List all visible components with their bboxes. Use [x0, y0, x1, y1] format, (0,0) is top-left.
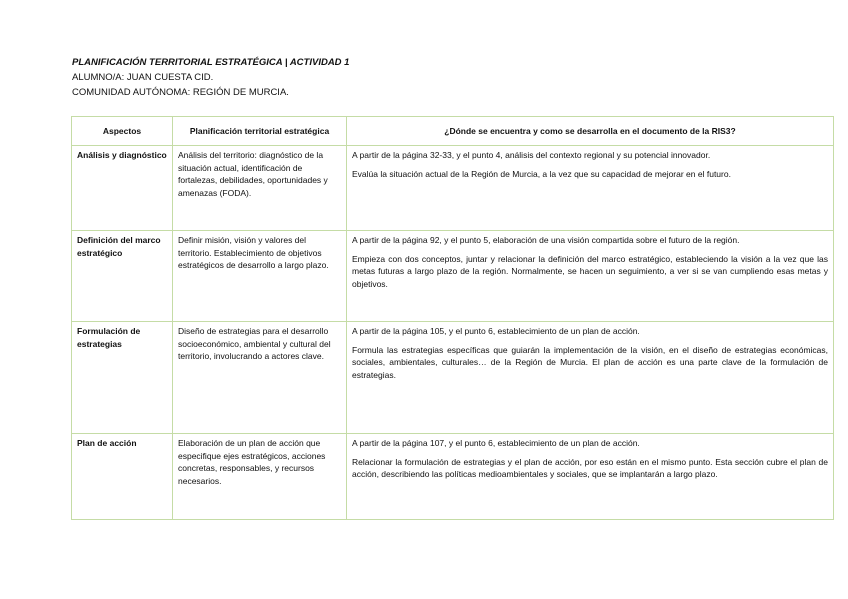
community-line: COMUNIDAD AUTÓNOMA: REGIÓN DE MURCIA. — [72, 87, 289, 98]
document-header — [72, 55, 349, 100]
planning-cell: Definir misión, visión y valores del territorio. Establecimiento de objetivos estratégicos de desarrollo a largo plazo. — [173, 231, 347, 322]
detail-cell — [347, 146, 834, 231]
aspect-cell: Plan de acción — [72, 434, 173, 520]
table-row — [72, 146, 834, 231]
detail-cell — [347, 434, 834, 520]
header-donde: ¿Dónde se encuentra y como se desarrolla en el documento de la RIS3? — [347, 117, 834, 146]
detail-paragraph: A partir de la página 32-33, y el punto 4, análisis del contexto regional y su potencial innovador. — [352, 150, 711, 160]
planning-cell: Elaboración de un plan de acción que especifique ejes estratégicos, acciones concretas, responsables, y recursos necesarios. — [173, 434, 347, 520]
student-line: ALUMNO/A: JUAN CUESTA CID. — [72, 72, 214, 83]
activity-table — [71, 116, 834, 520]
planning-cell: Diseño de estrategias para el desarrollo socioeconómico, ambiental y cultural del territorio, involucrando a actores clave. — [173, 322, 347, 434]
aspect-cell: Definición del marco estratégico — [72, 231, 173, 322]
header-planificacion: Planificación territorial estratégica — [173, 117, 347, 146]
aspect-cell: Formulación de estrategias — [72, 322, 173, 434]
table-row — [72, 231, 834, 322]
header-aspectos: Aspectos — [72, 117, 173, 146]
aspect-cell: Análisis y diagnóstico — [72, 146, 173, 231]
detail-paragraph: Empieza con dos conceptos, juntar y relacionar la definición del marco estratégico, estableciendo la visión a la vez que las metas futuras a largo plazo de la región. Normalmente, se hacen un seguimiento, a ver si se van cumpliendo esas metas y objetivos. — [352, 253, 828, 289]
table-header-row — [72, 117, 834, 146]
table-row — [72, 322, 834, 434]
detail-paragraph: A partir de la página 105, y el punto 6, establecimiento de un plan de acción. — [352, 326, 640, 336]
document-title: PLANIFICACIÓN TERRITORIAL ESTRATÉGICA | ACTIVIDAD 1 — [72, 57, 350, 68]
detail-cell — [347, 231, 834, 322]
detail-paragraph: A partir de la página 107, y el punto 6, establecimiento de un plan de acción. — [352, 438, 640, 448]
table-row — [72, 434, 834, 520]
detail-paragraph: Formula las estrategias específicas que guiarán la implementación de la visión, en el diseño de estrategias económicas, sociales, ambientales, culturales… de la Región de Murcia. El plan de acción es una parte clave de la formulación de estrategias. — [352, 344, 828, 380]
detail-cell — [347, 322, 834, 434]
detail-paragraph: A partir de la página 92, y el punto 5, elaboración de una visión compartida sobre el futuro de la región. — [352, 235, 740, 245]
planning-cell: Análisis del territorio: diagnóstico de la situación actual, identificación de fortalezas, debilidades, oportunidades y amenazas (FODA). — [173, 146, 347, 231]
detail-paragraph: Evalúa la situación actual de la Región de Murcia, a la vez que su capacidad de mejorar en el futuro. — [352, 168, 731, 179]
detail-paragraph: Relacionar la formulación de estrategias y el plan de acción, por eso están en el mismo punto. Esta sección cubre el plan de acción, describiendo las políticas medioambientales y sociales, que se implantarán a largo plazo. — [352, 456, 828, 479]
